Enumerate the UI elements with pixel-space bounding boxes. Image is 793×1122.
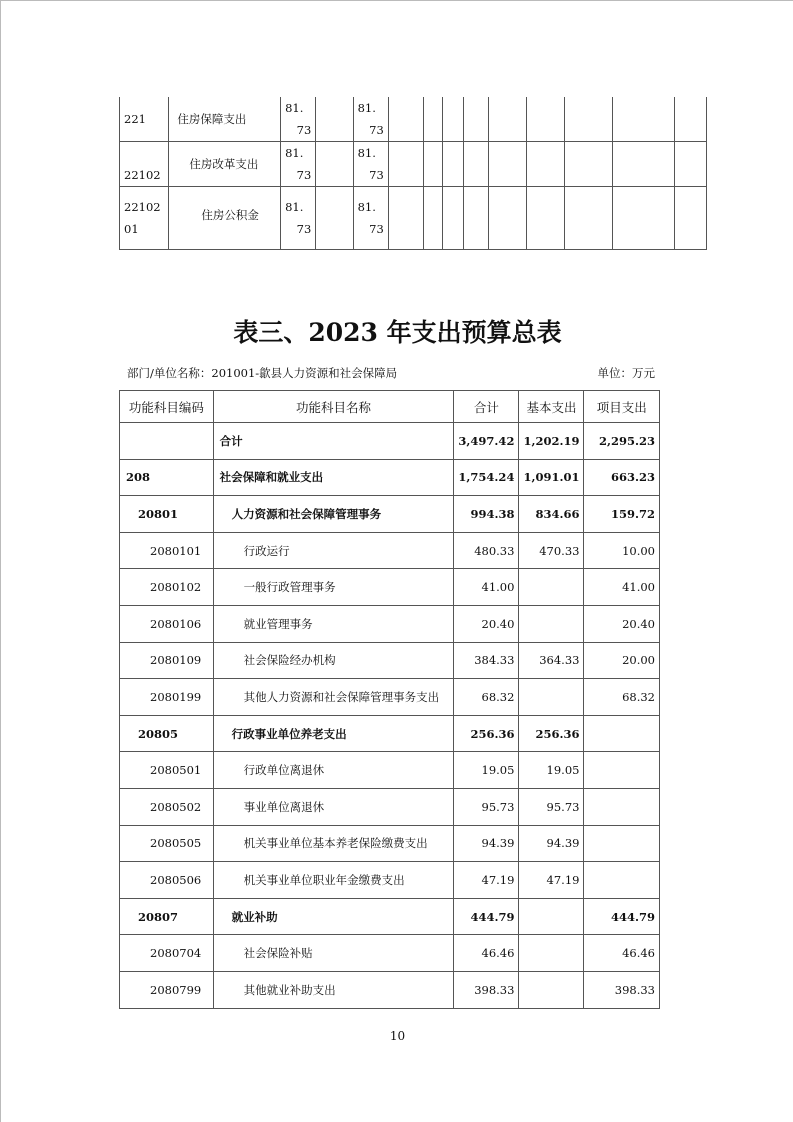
project-cell: [584, 752, 660, 789]
total-cell: 1,754.24: [454, 459, 519, 496]
empty-cell: [489, 187, 526, 250]
empty-cell: [316, 187, 353, 250]
unit-label: 单位：万元: [597, 366, 655, 380]
total-cell: 384.33: [454, 642, 519, 679]
table-row: [120, 605, 660, 642]
table-row: [120, 679, 660, 716]
total-cell: 47.19: [454, 862, 519, 899]
basic-cell: 1,091.01: [519, 459, 584, 496]
project-cell: 444.79: [584, 898, 660, 935]
empty-cell: [489, 142, 526, 187]
basic-cell: [519, 935, 584, 972]
code-cell: 2080501: [120, 752, 214, 789]
empty-cell: [613, 97, 674, 142]
code-cell: 2080506: [120, 862, 214, 899]
project-cell: [584, 825, 660, 862]
total-cell: 994.38: [454, 496, 519, 533]
empty-cell: [564, 142, 612, 187]
name-cell: 合计: [213, 423, 454, 460]
project-cell: [584, 862, 660, 899]
total-cell: 46.46: [454, 935, 519, 972]
basic-cell: [519, 605, 584, 642]
code-cell: 2080199: [120, 679, 214, 716]
table-row: [120, 788, 660, 825]
empty-cell: [443, 187, 464, 250]
empty-cell: [464, 97, 489, 142]
code-cell: 2080106: [120, 605, 214, 642]
total-cell: 94.39: [454, 825, 519, 862]
code-cell: 22102 01: [120, 187, 169, 250]
name-cell: 其他就业补助支出: [213, 971, 454, 1008]
empty-cell: [526, 187, 564, 250]
name-cell: 住房公积金: [169, 187, 281, 250]
empty-cell: [316, 97, 353, 142]
total-cell: 41.00: [454, 569, 519, 606]
project-cell: 20.00: [584, 642, 660, 679]
empty-cell: [388, 187, 423, 250]
basic-cell: [519, 569, 584, 606]
name-cell: 机关事业单位职业年金缴费支出: [213, 862, 454, 899]
empty-cell: [613, 142, 674, 187]
empty-cell: [674, 97, 706, 142]
name-cell: 行政运行: [213, 532, 454, 569]
column-header: 合计: [454, 391, 519, 423]
basic-cell: [519, 971, 584, 1008]
column-header: 功能科目名称: [213, 391, 454, 423]
table-row: [120, 642, 660, 679]
code-cell: 221: [120, 97, 169, 142]
total-cell: 68.32: [454, 679, 519, 716]
total-cell: 19.05: [454, 752, 519, 789]
page-number: 10: [389, 1029, 406, 1043]
empty-cell: [489, 97, 526, 142]
table-title: 表三、2023 年支出预算总表: [233, 318, 562, 347]
project-cell: 46.46: [584, 935, 660, 972]
empty-cell: [674, 187, 706, 250]
total-cell: 3,497.42: [454, 423, 519, 460]
basic-cell: 94.39: [519, 825, 584, 862]
name-cell: 住房保障支出: [169, 97, 281, 142]
empty-cell: [443, 97, 464, 142]
name-cell: 行政单位离退休: [213, 752, 454, 789]
total-cell: 444.79: [454, 898, 519, 935]
empty-cell: [526, 142, 564, 187]
code-cell: 208: [120, 459, 214, 496]
total-cell: 480.33: [454, 532, 519, 569]
basic-cell: 834.66: [519, 496, 584, 533]
empty-cell: [424, 142, 443, 187]
name-cell: 社会保险经办机构: [213, 642, 454, 679]
project-cell: 41.00: [584, 569, 660, 606]
table-row: [120, 715, 660, 752]
basic-cell: 95.73: [519, 788, 584, 825]
table-row: [120, 187, 707, 250]
empty-cell: [424, 97, 443, 142]
empty-cell: [613, 187, 674, 250]
total-cell: 95.73: [454, 788, 519, 825]
name-cell: 人力资源和社会保障管理事务: [213, 496, 454, 533]
value-cell: 81. 73: [281, 142, 316, 187]
empty-cell: [526, 97, 564, 142]
table-row: [120, 862, 660, 899]
empty-cell: [464, 187, 489, 250]
empty-cell: [564, 187, 612, 250]
table-row: [120, 423, 660, 460]
column-header: 项目支出: [584, 391, 660, 423]
empty-cell: [388, 97, 423, 142]
basic-cell: 364.33: [519, 642, 584, 679]
value-cell: 81. 73: [353, 142, 388, 187]
table-row: [120, 97, 707, 142]
project-cell: 68.32: [584, 679, 660, 716]
code-cell: 22102: [120, 142, 169, 187]
total-cell: 256.36: [454, 715, 519, 752]
empty-cell: [674, 142, 706, 187]
empty-cell: [464, 142, 489, 187]
code-cell: [120, 423, 214, 460]
column-header: 功能科目编码: [120, 391, 214, 423]
code-cell: 2080101: [120, 532, 214, 569]
value-cell: 81. 73: [353, 97, 388, 142]
name-cell: 社会保险补贴: [213, 935, 454, 972]
value-cell: 81. 73: [281, 187, 316, 250]
empty-cell: [316, 142, 353, 187]
code-cell: 2080502: [120, 788, 214, 825]
name-cell: 就业管理事务: [213, 605, 454, 642]
table-row: [120, 898, 660, 935]
empty-cell: [564, 97, 612, 142]
basic-cell: 47.19: [519, 862, 584, 899]
name-cell: 其他人力资源和社会保障管理事务支出: [213, 679, 454, 716]
expenditure-budget-table: [119, 390, 660, 1009]
table-row: [120, 971, 660, 1008]
name-cell: 事业单位离退休: [213, 788, 454, 825]
continued-table: [119, 97, 707, 250]
empty-cell: [424, 187, 443, 250]
table-row: [120, 532, 660, 569]
basic-cell: [519, 679, 584, 716]
project-cell: [584, 715, 660, 752]
project-cell: 20.40: [584, 605, 660, 642]
column-header: 基本支出: [519, 391, 584, 423]
code-cell: 2080109: [120, 642, 214, 679]
empty-cell: [443, 142, 464, 187]
table-row: [120, 142, 707, 187]
table-row: [120, 496, 660, 533]
code-cell: 20801: [120, 496, 214, 533]
empty-cell: [388, 142, 423, 187]
table-row: [120, 752, 660, 789]
name-cell: 机关事业单位基本养老保险缴费支出: [213, 825, 454, 862]
basic-cell: 19.05: [519, 752, 584, 789]
table-row: [120, 935, 660, 972]
code-cell: 2080704: [120, 935, 214, 972]
name-cell: 社会保障和就业支出: [213, 459, 454, 496]
basic-cell: 256.36: [519, 715, 584, 752]
name-cell: 一般行政管理事务: [213, 569, 454, 606]
project-cell: 2,295.23: [584, 423, 660, 460]
name-cell: 住房改革支出: [169, 142, 281, 187]
project-cell: 663.23: [584, 459, 660, 496]
basic-cell: 470.33: [519, 532, 584, 569]
project-cell: [584, 788, 660, 825]
code-cell: 2080799: [120, 971, 214, 1008]
value-cell: 81. 73: [281, 97, 316, 142]
header-row: [120, 391, 660, 423]
department-label: 部门/单位名称：201001-歙县人力资源和社会保障局: [127, 366, 398, 380]
name-cell: 行政事业单位养老支出: [213, 715, 454, 752]
name-cell: 就业补助: [213, 898, 454, 935]
table-row: [120, 569, 660, 606]
project-cell: 159.72: [584, 496, 660, 533]
project-cell: 10.00: [584, 532, 660, 569]
total-cell: 398.33: [454, 971, 519, 1008]
code-cell: 20807: [120, 898, 214, 935]
project-cell: 398.33: [584, 971, 660, 1008]
table-row: [120, 459, 660, 496]
total-cell: 20.40: [454, 605, 519, 642]
basic-cell: 1,202.19: [519, 423, 584, 460]
code-cell: 20805: [120, 715, 214, 752]
table-row: [120, 825, 660, 862]
code-cell: 2080102: [120, 569, 214, 606]
basic-cell: [519, 898, 584, 935]
code-cell: 2080505: [120, 825, 214, 862]
value-cell: 81. 73: [353, 187, 388, 250]
